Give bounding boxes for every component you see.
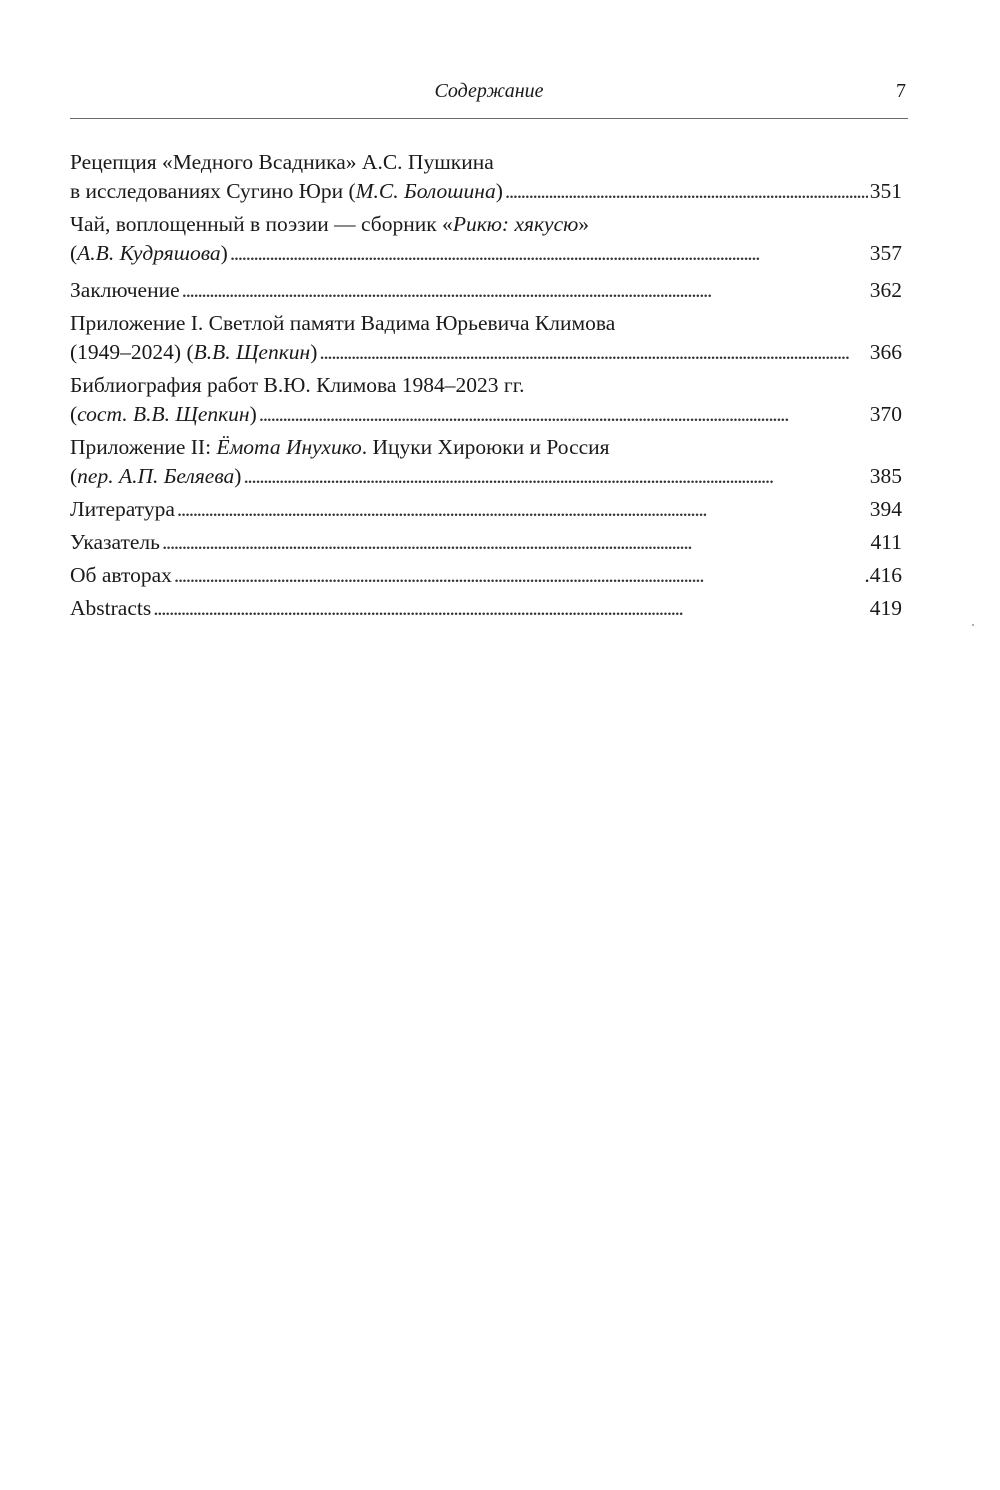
- toc-entry-page: 362: [869, 278, 902, 302]
- toc-entry-title: Заключение: [70, 278, 180, 302]
- toc-entry-title: Приложение II: Ёмота Инухико. Ицуки Хироюки и Россия: [70, 435, 610, 459]
- toc-entry[interactable]: [70, 561, 902, 590]
- toc-entry-page: 394: [869, 497, 902, 521]
- toc-entry-author-line: (сост. В.В. Щепкин): [70, 402, 257, 426]
- scan-speck: [972, 624, 974, 626]
- toc-entry-title: Abstracts: [70, 596, 152, 620]
- toc-entry-author-line: (А.В. Кудряшова): [70, 241, 228, 265]
- table-of-contents: [70, 148, 902, 627]
- dot-leader: [182, 276, 868, 305]
- toc-entry-title: Указатель: [70, 530, 160, 554]
- dot-leader: [243, 462, 867, 491]
- toc-entry[interactable]: [70, 371, 902, 429]
- dot-leader: [174, 561, 862, 590]
- dot-leader: [259, 400, 868, 429]
- toc-entry[interactable]: [70, 210, 902, 268]
- toc-entry-page: 366: [869, 340, 902, 364]
- dot-leader: [177, 495, 868, 524]
- toc-entry[interactable]: [70, 528, 902, 557]
- toc-entry-author: сост. В.В. Щепкин: [77, 402, 250, 426]
- toc-entry-title: Библиография работ В.Ю. Климова 1984–2023 гг.: [70, 373, 525, 397]
- toc-entry-page: .416: [864, 563, 902, 587]
- toc-entry-author: В.В. Щепкин: [193, 340, 311, 364]
- toc-entry[interactable]: [70, 309, 902, 367]
- toc-entry-page: 385: [869, 464, 902, 488]
- toc-entry-author-line: в исследованиях Сугино Юри (М.С. Болошина): [70, 179, 503, 203]
- toc-entry-page: 419: [869, 596, 902, 620]
- toc-entry-page: 370: [869, 402, 902, 426]
- toc-entry[interactable]: [70, 495, 902, 524]
- toc-entry-title: Чай, воплощенный в поэзии — сборник «Рикю: хякусю»: [70, 212, 590, 236]
- toc-entry[interactable]: [70, 433, 902, 491]
- dot-leader: [319, 338, 867, 367]
- toc-entry-author-line: (пер. А.П. Беляева): [70, 464, 242, 488]
- toc-entry-page: 411: [870, 530, 902, 554]
- toc-entry-author: М.С. Болошина: [355, 179, 496, 203]
- dot-leader: [505, 177, 868, 206]
- toc-entry-page: 357: [869, 241, 902, 265]
- toc-entry-author-line: (1949–2024) (В.В. Щепкин): [70, 340, 318, 364]
- toc-entry-page: 351: [869, 179, 902, 203]
- toc-entry[interactable]: [70, 148, 902, 206]
- toc-entry-author: А.В. Кудряшова: [77, 241, 221, 265]
- dot-leader: [162, 528, 869, 557]
- header-title: Содержание: [434, 80, 544, 102]
- dot-leader: [230, 239, 868, 268]
- toc-entry-author: пер. А.П. Беляева: [77, 464, 235, 488]
- toc-entry-title: Литература: [70, 497, 175, 521]
- toc-entry[interactable]: [70, 594, 902, 623]
- header-page-number: 7: [896, 80, 906, 102]
- toc-entry[interactable]: [70, 276, 902, 305]
- dot-leader: [153, 594, 868, 623]
- toc-entry-title: Рецепция «Медного Всадника» А.С. Пушкина: [70, 150, 494, 174]
- toc-entry-title: Приложение I. Светлой памяти Вадима Юрьевича Климова: [70, 311, 616, 335]
- toc-entry-title: Об авторах: [70, 563, 172, 587]
- running-header: [70, 78, 908, 119]
